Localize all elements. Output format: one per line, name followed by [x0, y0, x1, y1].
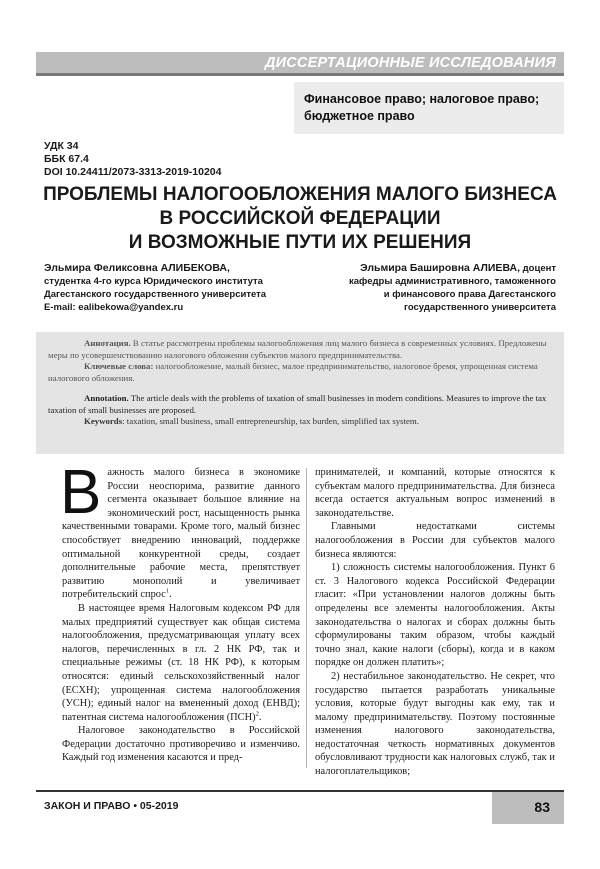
subject-area-text: [304, 91, 559, 125]
body-paragraph-3: Налоговое законодательство в Российской Федерации достаточно противоречиво и изменчиво. Каждый год изменения касаются и пред-: [62, 725, 300, 764]
keywords-en: [48, 416, 552, 428]
author-first-email[interactable]: E-mail: ealibekowa@yandex.ru: [44, 302, 184, 313]
subject-line-1: Финансовое право; налоговое право;: [304, 92, 540, 106]
footer-rule: [36, 790, 564, 792]
body-column-right: [315, 466, 555, 779]
footnote-ref-2[interactable]: 2: [255, 710, 259, 718]
subject-area-box: [294, 82, 564, 134]
keywords-ru-label: Ключевые слова:: [84, 361, 154, 371]
subject-line-2: бюджетное право: [304, 109, 415, 123]
classification-meta: [44, 140, 221, 179]
body-paragraph-4: принимателей, и компаний, которые относятся к субъектам малого предпринимательства. Для бизнеса всегда остается актуальным вопрос изменений в законодательстве.: [315, 467, 555, 519]
keywords-ru-text: налогообложение, малый бизнес, малое предпринимательство, налоговое бремя, упрощенная система налогового обложения.: [48, 361, 538, 383]
page-number: 83: [534, 799, 550, 815]
body-paragraph-5: Главными недостатками системы налогообложения в России для субъектов малого бизнеса являются:: [315, 521, 555, 560]
keywords-en-text: : taxation, small business, small entrepreneurship, tax burden, simplified tax system.: [122, 416, 419, 426]
footnote-ref-1[interactable]: 1: [165, 587, 170, 595]
keywords-ru: [48, 361, 552, 384]
body-column-left: [60, 458, 300, 765]
author-second: [306, 262, 556, 314]
journal-header-band: [36, 52, 564, 76]
keywords-en-label: Keywords: [84, 416, 123, 426]
body-paragraph-1-text: ажность малого бизнеса в экономике России неоспорима, развитие данного сегмента оказывает большое влияние на экономический рост, насыщенность рынка качественными товарами. Кроме того, малый бизнес способствует внедрению инноваций, поддержке оптимальной конкурентной среды, создает дополнительные рабочие места, препятствует развитию монополий и увеличивает потребительский спрос: [62, 467, 300, 601]
body-paragraph-7: 2) нестабильное законодательство. Не секрет, что государство пытается разработать уникальные условия, которые будут выгодны как ему, так и малому предпринимательству. Поэтому постоянные изменения налогового законодательства, недостаточная четкость нормативных документов обусловливают трудности как налоговых служб, так и налогоплательщиков;: [315, 670, 555, 778]
author-second-affil-3: государственного университета: [404, 302, 556, 313]
author-second-position: доцент: [520, 263, 556, 274]
page-number-box: [492, 792, 564, 824]
udk-code: УДК 34: [44, 140, 79, 152]
body-paragraph-1-end: .: [169, 589, 172, 601]
abstract-en-label: Annotation.: [84, 393, 129, 403]
abstract-ru-text: В статье рассмотрены проблемы налогообложения лиц малого бизнеса в современных условиях. Предложены меры по усовершенствованию налогового обложения субъектов малого предпринимательства.: [48, 338, 547, 360]
body-paragraph-2-text: В настоящее время Налоговым кодексом РФ для малых предприятий существует как общая система налогообложения, предусматривающая уплату всех налогов, перечисленных в гл. 2 НК РФ, так и специальные режимы (ст. 18 НК РФ), к которым относятся: единый сельскохозяйственный налог (ЕСХН); упрощенная система налогообложения (УСН); единый налог на вмененный доход (ЕНВД); патентная система налогообложения (ПСН): [62, 602, 300, 723]
author-first-name: Эльмира Феликсовна АЛИБЕКОВА,: [44, 262, 230, 274]
drop-cap: В: [60, 458, 102, 527]
journal-section-title: ДИССЕРТАЦИОННЫЕ ИССЛЕДОВАНИЯ: [264, 55, 556, 71]
doi-code: DOI 10.24411/2073-3313-2019-10204: [44, 166, 222, 178]
abstract-ru-label: Аннотация.: [84, 338, 131, 348]
body-paragraph-2: [62, 602, 300, 724]
abstract-ru: [48, 338, 552, 361]
author-second-affil-1: кафедры административного, таможенного: [349, 276, 556, 287]
column-divider: [306, 468, 307, 768]
body-paragraph-2-end: .: [258, 711, 262, 723]
footer-journal: ЗАКОН И ПРАВО • 05-2019: [44, 800, 179, 812]
title-line-1: ПРОБЛЕМЫ НАЛОГООБЛОЖЕНИЯ МАЛОГО БИЗНЕСА: [43, 184, 557, 205]
article-title: [36, 183, 564, 255]
title-line-3: И ВОЗМОЖНЫЕ ПУТИ ИХ РЕШЕНИЯ: [128, 232, 472, 253]
abstract-en-text: The article deals with the problems of taxation of small businesses in modern conditions. Measures to improve the tax taxation of small businesses are proposed.: [48, 393, 547, 415]
body-paragraph-1: [60, 458, 300, 602]
author-first-affil-1: студентка 4-го курса Юридического института: [44, 276, 263, 287]
abstract-en: [48, 393, 552, 416]
bbk-code: ББК 67.4: [44, 153, 89, 165]
author-first: [44, 262, 304, 314]
abstract-box: [36, 332, 564, 454]
author-second-affil-2: и финансового права Дагестанского: [383, 289, 556, 300]
body-paragraph-6: 1) сложность системы налогообложения. Пункт 6 ст. 3 Налогового кодекса Российской Федерации гласит: «При установлении налогов должны быть определены все элементы налогообложения. Акты законодательства о налогах и сборах должны быть сформулированы таким образом, чтобы каждый точно знал, какие налоги (сборы), когда и в каком порядке он должен платить»;: [315, 562, 555, 669]
title-line-2: В РОССИЙСКОЙ ФЕДЕРАЦИИ: [159, 208, 441, 229]
author-first-affil-2: Дагестанского государственного университета: [44, 289, 267, 300]
author-second-name: Эльмира Башировна АЛИЕВА,: [360, 262, 520, 274]
